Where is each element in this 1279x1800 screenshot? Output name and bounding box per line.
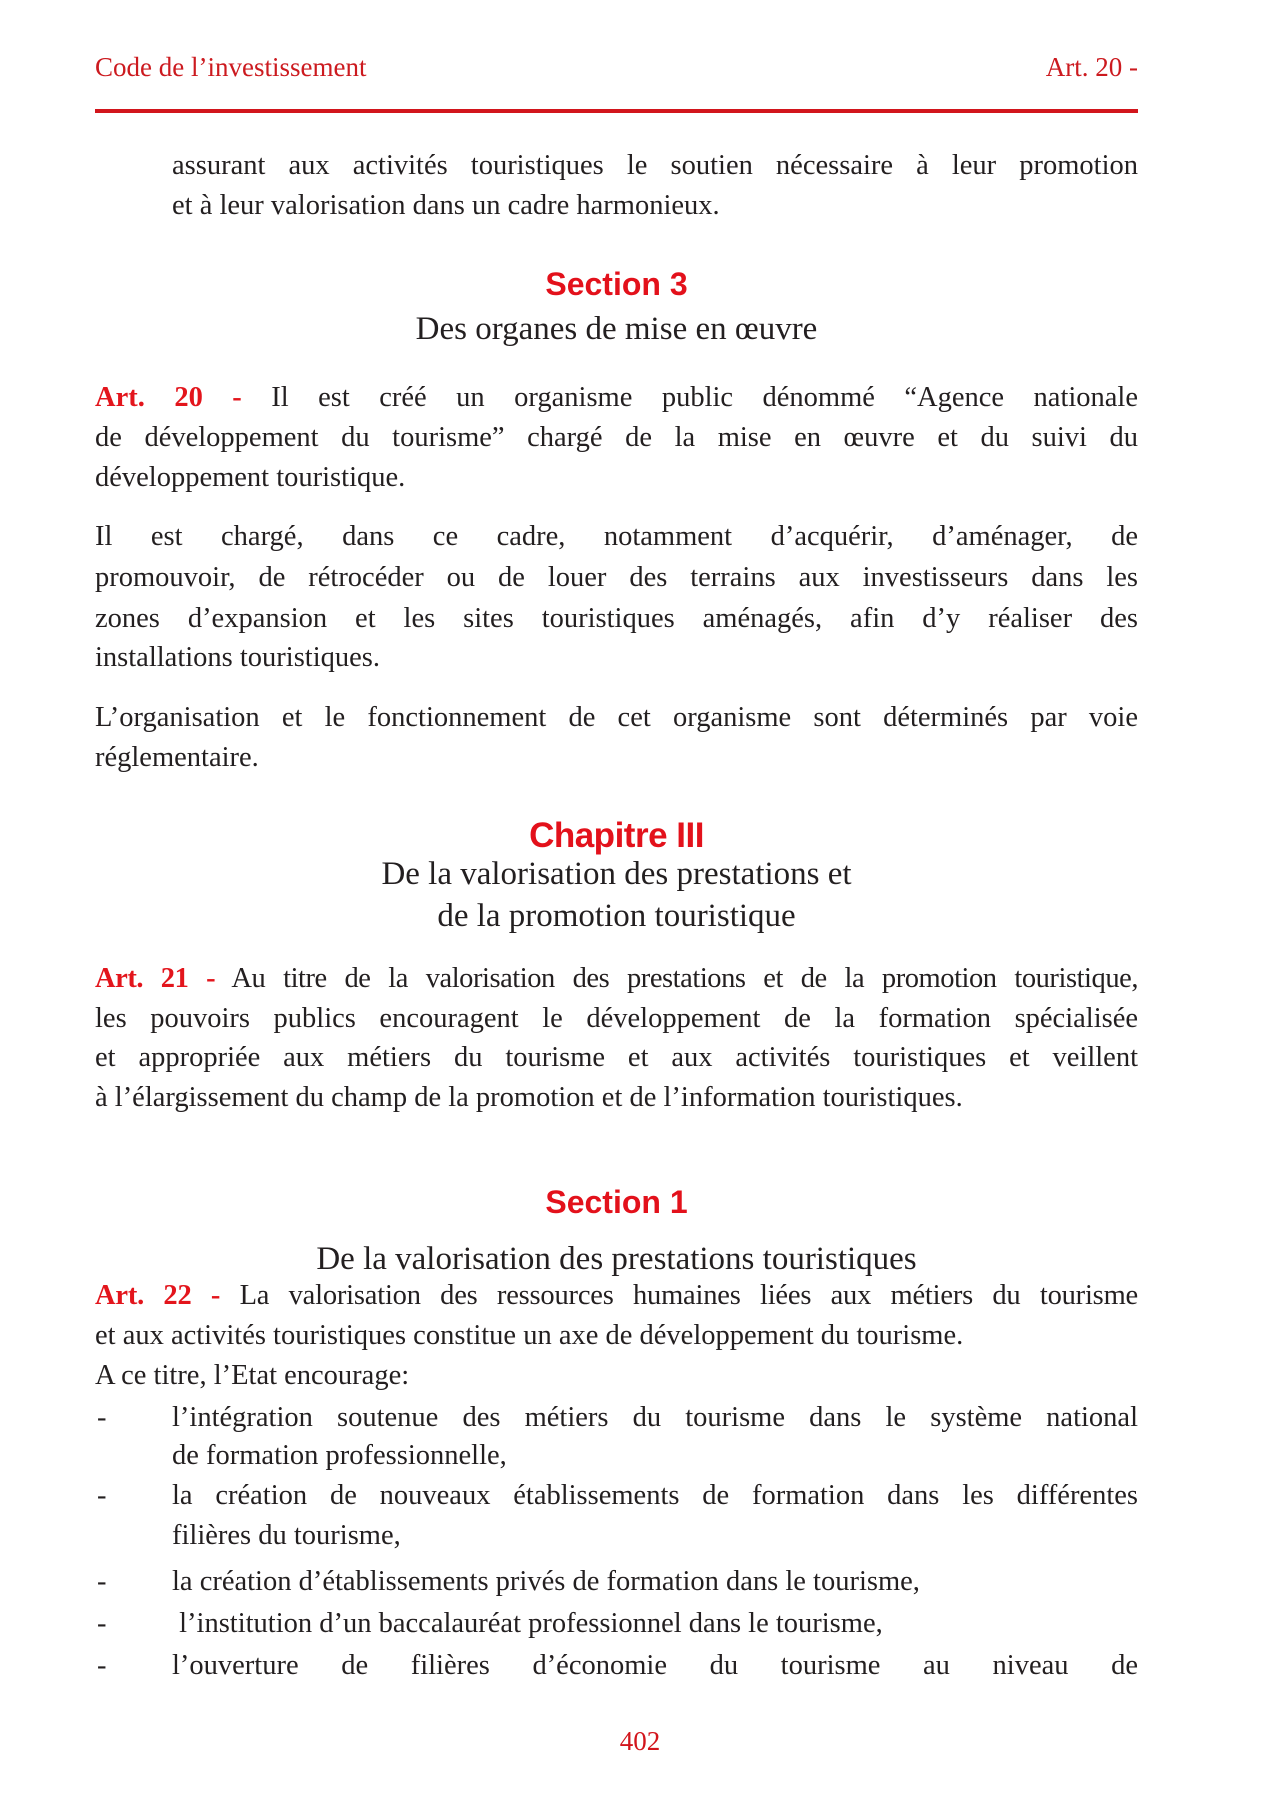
art-21-line-4: à l’élargissement du champ de la promotion et de l’information touristiques. <box>95 1082 963 1113</box>
section-1-title: De la valorisation des prestations touristiques <box>316 1241 917 1277</box>
running-header <box>95 50 1138 84</box>
art-22-label: Art. 22 - <box>95 1280 221 1311</box>
list-bullet-4: - <box>97 1608 107 1639</box>
art-21-line-2: les pouvoirs publics encouragent le développement de la formation spécialisée <box>95 1003 1138 1034</box>
list-item-5-line-1: l’ouverture de filières d’économie du tourisme au niveau de <box>172 1650 1138 1681</box>
chapter-3-title-line-2: de la promotion touristique <box>437 898 796 934</box>
art-20-p2-line-2: promouvoir, de rétrocéder ou de louer des terrains aux investisseurs dans les <box>95 562 1138 593</box>
art-21-line-1: Art. 21 - Au titre de la valorisation des prestations et de la promotion touristique, <box>95 963 1138 994</box>
art-20-p3-line-2: réglementaire. <box>95 742 259 773</box>
art-20-p3-line-1: L’organisation et le fonctionnement de cet organisme sont déterminés par voie <box>95 702 1138 733</box>
art-22-line-3: A ce titre, l’Etat encourage: <box>95 1360 410 1391</box>
continuation-line-2: et à leur valorisation dans un cadre harmonieux. <box>172 190 720 221</box>
list-item-1-line-1: l’intégration soutenue des métiers du tourisme dans le système national <box>172 1402 1138 1433</box>
section-3-heading: Section 3 <box>545 266 688 302</box>
page-number: 402 <box>619 1726 661 1756</box>
art-22-line-2: et aux activités touristiques constitue un axe de développement du tourisme. <box>95 1320 964 1351</box>
running-head-article: Art. 20 - <box>1045 52 1138 82</box>
list-item-2-line-1: la création de nouveaux établissements de formation dans les différentes <box>172 1480 1138 1511</box>
art-21-label: Art. 21 - <box>95 963 216 994</box>
art-20-line-3: développement touristique. <box>95 462 406 493</box>
list-bullet-5: - <box>97 1650 107 1681</box>
chapter-3-title-line-1: De la valorisation des prestations et <box>381 856 852 892</box>
list-item-1-line-2: de formation professionnelle, <box>172 1440 507 1471</box>
list-bullet-2: - <box>97 1480 107 1511</box>
list-item-2-line-2: filières du tourisme, <box>172 1520 401 1551</box>
section-3-title: Des organes de mise en œuvre <box>415 311 818 347</box>
list-bullet-3: - <box>97 1566 107 1597</box>
chapter-3-heading: Chapitre III <box>529 816 704 855</box>
art-21-line-3: et appropriée aux métiers du tourisme et aux activités touristiques et veillent <box>95 1042 1138 1073</box>
art-20-p2-line-1: Il est chargé, dans ce cadre, notamment d’acquérir, d’aménager, de <box>95 521 1138 552</box>
art-20-p2-line-3: zones d’expansion et les sites touristiques aménagés, afin d’y réaliser des <box>95 603 1138 634</box>
list-item-3-line-1: la création d’établissements privés de formation dans le tourisme, <box>172 1566 920 1597</box>
art-20-p2-line-4: installations touristiques. <box>95 642 380 673</box>
art-20-line-1: Art. 20 - Il est créé un organisme public dénommé “Agence nationale <box>95 382 1138 413</box>
running-head-title: Code de l’investissement <box>95 52 367 82</box>
section-1-heading: Section 1 <box>545 1184 688 1220</box>
art-20-line-2: de développement du tourisme” chargé de la mise en œuvre et du suivi du <box>95 422 1138 453</box>
list-bullet-1: - <box>97 1402 107 1433</box>
continuation-line-1: assurant aux activités touristiques le soutien nécessaire à leur promotion <box>172 150 1138 181</box>
art-22-line-1: Art. 22 - La valorisation des ressources humaines liées aux métiers du tourisme <box>95 1280 1138 1311</box>
list-item-4-line-1: l’institution d’un baccalauréat professionnel dans le tourisme, <box>172 1608 883 1639</box>
art-20-label: Art. 20 - <box>95 382 242 413</box>
header-rule <box>95 109 1138 113</box>
